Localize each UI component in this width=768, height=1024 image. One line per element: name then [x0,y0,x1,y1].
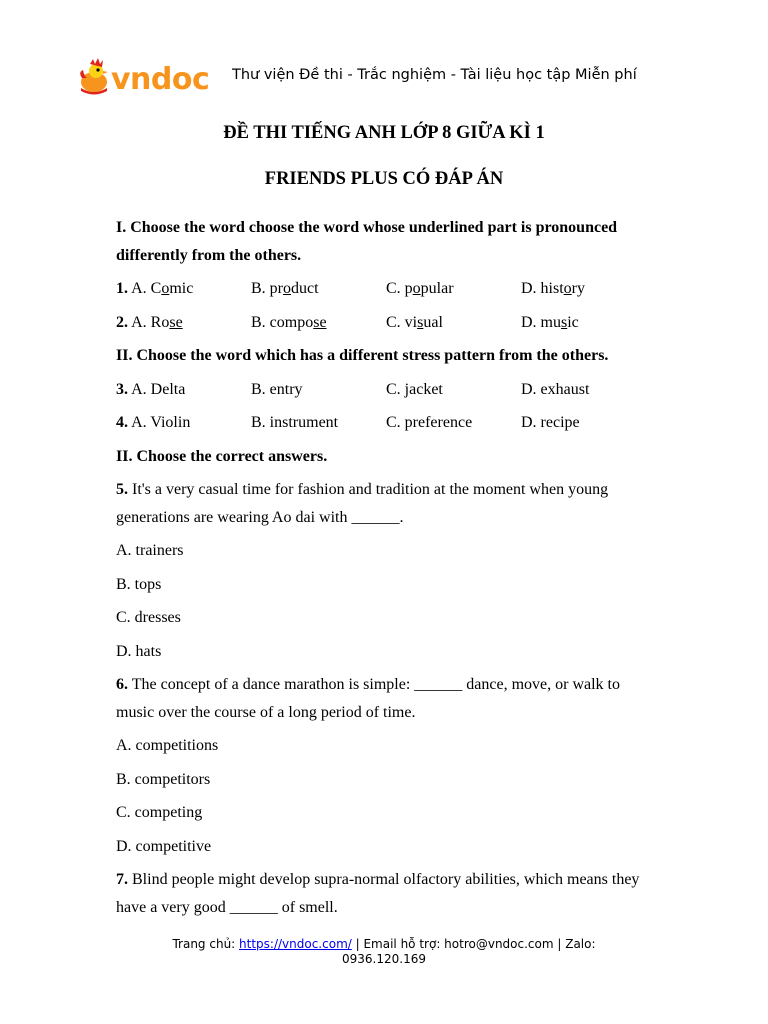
q6-option-c: C. competing [116,804,203,821]
q3-option-a: 3. A. Delta [116,380,186,398]
section-1-heading: I. Choose the word choose the word whose underlined part is pronounced differently from the others. [116,219,618,264]
site-tagline: Thư viện Đề thi - Trắc nghiệm - Tài liệu học tập Miễn phí [232,67,637,83]
q5-option-a: A. trainers [116,542,184,559]
q4-option-c: C. preference [386,414,473,431]
section-3-heading: II. Choose the correct answers. [116,447,328,465]
exam-content [116,214,656,927]
q3-option-d: D. exhaust [521,380,590,398]
page-footer [0,937,768,967]
document-subtitle: FRIENDS PLUS CÓ ĐÁP ÁN [264,169,504,189]
question-5: 5. It's a very casual time for fashion and tradition at the moment when young generations are wearing Ao dai with ______. [116,481,609,526]
footer-contact: | Email hỗ trợ: hotro@vndoc.com | Zalo: [351,937,596,951]
q1-option-c: C. popular [386,280,454,297]
q6-option-b: B. competitors [116,770,211,788]
q1-option-b: B. product [251,280,319,297]
page-header [78,58,678,98]
question-3 [116,376,656,404]
q4-option-d: D. recipe [521,414,580,431]
vndoc-logo[interactable] [78,58,223,96]
q5-option-b: B. tops [116,575,162,593]
q2-option-c: C. visual [386,313,443,331]
question-4 [116,409,656,437]
question-7: 7. Blind people might develop supra-normal olfactory abilities, which means they have a very good ______ of smell. [116,871,640,916]
q2-option-b: B. compose [251,313,327,331]
document-title: ĐỀ THI TIẾNG ANH LỚP 8 GIỮA KÌ 1 [223,123,545,143]
q4-option-b: B. instrument [251,414,339,431]
footer-phone: 0936.120.169 [342,952,426,966]
footer-home-link[interactable]: https://vndoc.com/ [239,937,352,951]
q3-option-b: B. entry [251,380,303,398]
rooster-mascot-icon [80,58,108,95]
logo-wordmark: vndoc [111,62,210,96]
q6-option-d: D. competitive [116,837,212,855]
q5-option-c: C. dresses [116,609,181,626]
q1-option-a: 1. A. Comic [116,280,194,297]
section-2-heading: II. Choose the word which has a different stress pattern from the others. [116,347,609,364]
question-2 [116,309,656,337]
question-6: 6. The concept of a dance marathon is simple: ______ dance, move, or walk to music over the course of a long period of time. [116,676,620,721]
q6-option-a: A. competitions [116,737,219,754]
footer-home-label: Trang chủ: [172,937,240,951]
q3-option-c: C. jacket [386,380,443,398]
q5-option-d: D. hats [116,642,162,660]
q1-option-d: D. history [521,280,585,297]
q2-option-d: D. music [521,313,579,331]
q4-option-a: 4. A. Violin [116,414,191,431]
q2-option-a: 2. A. Rose [116,313,183,331]
question-1 [116,275,656,303]
